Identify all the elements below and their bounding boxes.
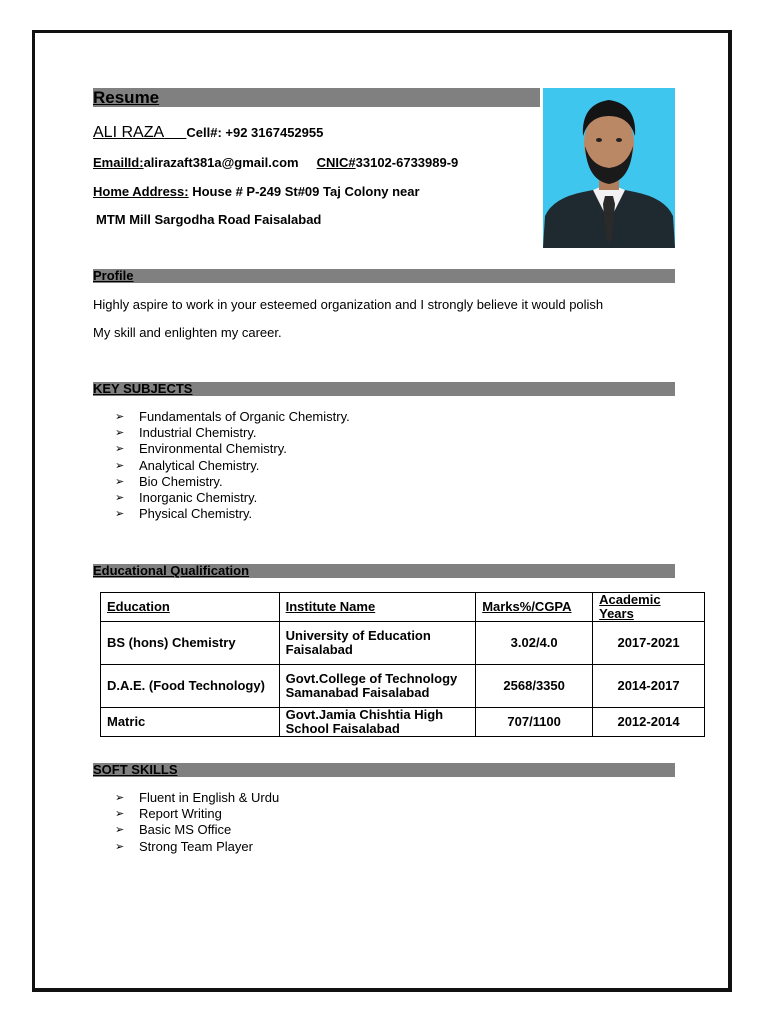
candidate-name: ALI RAZA <box>93 124 165 141</box>
list-item: ➢ Industrial Chemistry. <box>115 425 257 441</box>
email-value: alirazaft381a@gmail.com <box>143 155 299 170</box>
profile-photo <box>543 88 675 248</box>
name-line <box>93 124 323 142</box>
education-heading: Educational Qualification <box>93 563 250 578</box>
cell-value: +92 3167452955 <box>221 125 324 140</box>
key-subjects-heading: KEY SUBJECTS <box>93 381 193 396</box>
soft-skills-list <box>115 790 279 855</box>
table-row <box>101 708 705 737</box>
arrow-bullet-icon: ➢ <box>115 808 125 821</box>
table-cell: Govt.College of Technology Samanabad Faisalabad <box>279 665 476 708</box>
key-subjects-list <box>115 409 350 522</box>
arrow-bullet-icon: ➢ <box>115 792 125 804</box>
list-item: ➢ Bio Chemistry. <box>115 473 223 489</box>
table-cell: Matric <box>101 708 280 737</box>
arrow-bullet-icon: ➢ <box>115 459 125 472</box>
address-line-2: MTM Mill Sargodha Road Faisalabad <box>96 212 322 227</box>
address-value-1: House # P-249 St#09 Taj Colony near <box>188 184 420 199</box>
arrow-bullet-icon: ➢ <box>115 411 125 423</box>
arrow-bullet-icon: ➢ <box>115 840 125 853</box>
column-header-institute: Institute Name <box>279 593 476 622</box>
resume-title-bar <box>93 88 540 107</box>
arrow-bullet-icon: ➢ <box>115 427 125 440</box>
table-row <box>101 622 705 665</box>
arrow-bullet-icon: ➢ <box>115 824 125 837</box>
column-header-education: Education <box>101 593 280 622</box>
table-cell: 2568/3350 <box>476 665 593 708</box>
email-label: EmailId: <box>93 155 144 170</box>
table-cell: University of Education Faisalabad <box>279 622 476 665</box>
list-item: ➢ Analytical Chemistry. <box>115 457 260 473</box>
column-header-years: Academic Years <box>593 593 705 622</box>
list-item: ➢ Report Writing <box>115 806 222 822</box>
table-cell: D.A.E. (Food Technology) <box>101 665 280 708</box>
arrow-bullet-icon: ➢ <box>115 443 125 456</box>
list-item: ➢ Fundamentals of Organic Chemistry. <box>115 409 350 424</box>
resume-title: Resume <box>93 88 160 107</box>
table-cell: 2014-2017 <box>593 665 705 708</box>
soft-skills-heading: SOFT SKILLS <box>93 762 178 777</box>
table-cell: 707/1100 <box>476 708 593 737</box>
profile-line-1: Highly aspire to work in your esteemed organization and I strongly believe it would polish <box>93 297 604 312</box>
cnic-label: CNIC# <box>316 155 356 170</box>
email-line <box>93 155 458 171</box>
list-item: ➢ Strong Team Player <box>115 838 253 854</box>
list-item: ➢ Environmental Chemistry. <box>115 441 287 457</box>
profile-heading-bar <box>93 269 675 283</box>
list-item: ➢ Inorganic Chemistry. <box>115 490 258 506</box>
table-cell: 2012-2014 <box>593 708 705 737</box>
table-header-row <box>101 593 705 622</box>
cell-label: Cell#: <box>186 125 222 140</box>
list-item: ➢ Fluent in English & Urdu <box>115 790 280 805</box>
soft-skills-heading-bar <box>93 763 675 777</box>
table-row <box>101 665 705 708</box>
arrow-bullet-icon: ➢ <box>115 508 125 521</box>
list-item: ➢ Basic MS Office <box>115 822 232 838</box>
person-silhouette-icon <box>543 88 675 248</box>
profile-heading: Profile <box>93 268 134 283</box>
arrow-bullet-icon: ➢ <box>115 492 125 505</box>
cnic-value: 33102-6733989-9 <box>355 155 459 170</box>
address-label: Home Address: <box>93 184 189 199</box>
table-cell: 3.02/4.0 <box>476 622 593 665</box>
table-cell: BS (hons) Chemistry <box>101 622 280 665</box>
arrow-bullet-icon: ➢ <box>115 475 125 488</box>
address-line-1 <box>93 184 420 200</box>
table-cell: 2017-2021 <box>593 622 705 665</box>
table-cell: Govt.Jamia Chishtia High School Faisalabad <box>279 708 476 737</box>
name-underline-gap <box>164 124 186 141</box>
list-item: ➢ Physical Chemistry. <box>115 506 253 522</box>
education-table <box>100 592 705 737</box>
column-header-marks: Marks%/CGPA <box>476 593 593 622</box>
profile-line-2: My skill and enlighten my career. <box>93 325 282 340</box>
